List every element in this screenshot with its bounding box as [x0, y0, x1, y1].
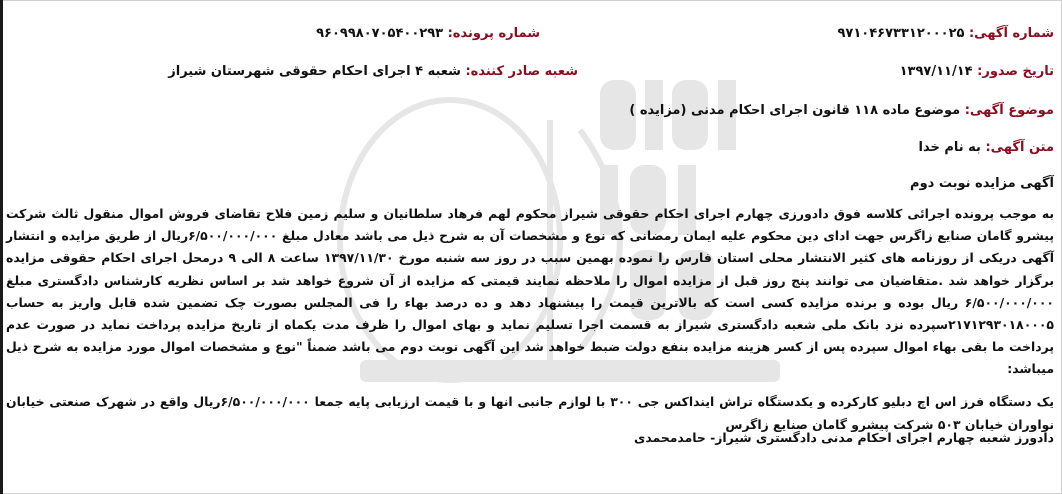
case-number-row [316, 26, 540, 41]
issue-date-label: تاریخ صدور: [977, 64, 1054, 79]
issue-date-value: ۱۳۹۷/۱۱/۱۴ [899, 64, 973, 79]
issuer-label: شعبه صادر کننده: [465, 64, 578, 79]
auction-heading: آگهی مزایده نوبت دوم [910, 176, 1054, 191]
issuer-value: شعبه ۴ اجرای احکام حقوقی شهرستان شیراز [168, 64, 461, 79]
case-number-value: ۹۶۰۹۹۸۰۷۰۵۴۰۰۲۹۳ [316, 26, 444, 41]
ad-number-label: شماره آگهی: [968, 26, 1054, 41]
text-intro: به نام خدا [918, 140, 981, 155]
text-row [918, 140, 1054, 155]
case-number-label: شماره پرونده: [447, 26, 540, 41]
ad-number-row [838, 26, 1055, 41]
ad-body-paragraph [6, 203, 1054, 381]
subject-label: موضوع آگهی: [964, 103, 1054, 118]
item-description-text: یک دستگاه فرز اس اچ دبلیو کارکرده و یکدستگاه تراش اینداکس جی ۳۰۰ با لوازم جانبی انها و با قیمت ارزیابی پایه جمعا ۶/۵۰۰/۰۰۰/۰۰۰ریال واقع در شهرک صنعتی خیابان نواوران خیابان ۵۰۳ شرکت پیشرو گامان صنایع زاگرس [6, 394, 1055, 432]
subject-row [629, 103, 1054, 118]
frame-left-border [0, 0, 3, 494]
body-paragraph-text: به موجب پرونده اجرائی کلاسه فوق دادورزی چهارم اجرای احکام حقوقی شیراز محکوم لهم فرهاد سلطانیان و سلیم زمین فلاح تقاضای فروش اموال منقول ثالث شرکت پیشرو گامان صنایع زاگرس جهت ادای دین محکوم علیه ایمان رمضانی که نوع و مشخصات آن به شرح ذیل می باشد معادل مبلغ ۶/۵۰۰/۰۰۰/۰۰۰ریال از طریق مزایده و انتشار آگهی دریکی از روزنامه های کثیر الانتشار محلی استان فارس را نموده بهمین سبب در روز سه شنبه مورخ ۱۳۹۷/۱۱/۳۰ ساعت ۸ الی ۹ درمحل اجرای احکام حقوقی مزایده برگزار خواهد شد .متقاضیان می توانند پنج روز قبل از مزایده اموال را ملاحظه نمایند قیمتی که مزایده از آن شروع خواهد شد بر اساس نظریه کارشناس دادگستری مبلغ ۶/۵۰۰/۰۰۰/۰۰۰ ریال بوده و برنده مزایده کسی است که بالاترین قیمت را پیشنهاد دهد و ده درصد بهاء را فی المجلس بصورت چک تضمین شده قابل واریز به حساب ۲۱۷۱۲۹۳۰۱۸۰۰۰۵سپرده نزد بانک ملی شعبه دادگستری شیراز به قسمت اجرا تسلیم نماید و بهای اموال را ظرف مدت یکماه از تاریخ مزایده پرداخت نماید در صورت عدم پرداخت ما بقی بهاء اموال سپرده پس از کسر هزینه مزایده بنفع دولت ضبط خواهد شد این آگهی نوبت دوم می باشد ضمناً "نوع و مشخصات اموال مورد مزایده به شرح ذیل میباشد: [6, 206, 1055, 377]
text-label: متن آگهی: [985, 140, 1054, 155]
ad-number-value: ۹۷۱۰۴۶۷۳۳۱۲۰۰۰۲۵ [837, 26, 965, 41]
frame-top-border [0, 0, 1062, 1]
subject-value: موضوع ماده ۱۱۸ قانون اجرای احکام مدنی (مزایده ) [629, 103, 961, 118]
signature-line: دادورز شعبه چهارم اجرای احکام مدنی دادگستری شیراز- حامدمحمدی [634, 430, 1054, 445]
issuer-row [168, 64, 578, 79]
issue-date-row [900, 64, 1054, 79]
